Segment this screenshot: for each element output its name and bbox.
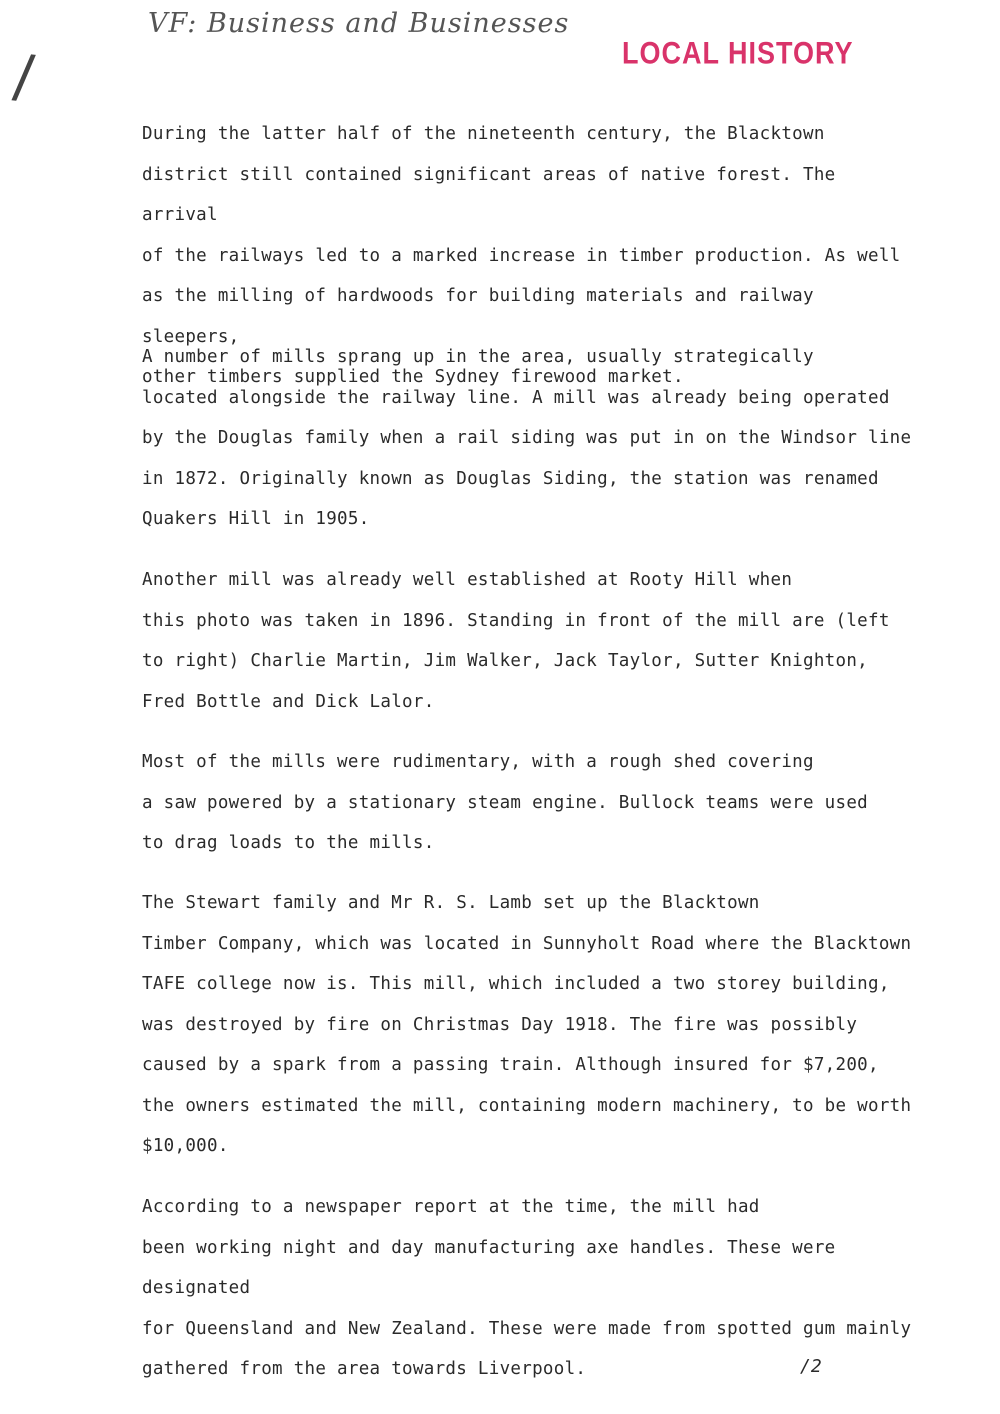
paragraph-5: The Stewart family and Mr R. S. Lamb set up the Blacktown Timber Company, which was located in Sunnyholt Road where the Blacktown TAFE college now is. This mill, which included a two storey building, was destroyed by fire on Christmas Day 1918. The fire was possibly caused by a spark from a passing train. Although insured for $7,200, the owners estimated the mill, containing modern machinery, to be worth $10,000. [142, 893, 912, 1156]
margin-mark: / [10, 41, 38, 111]
paragraph-4: Most of the mills were rudimentary, with a rough shed covering a saw powered by a stationary steam engine. Bullock teams were used to drag loads to the mills. [142, 752, 869, 853]
paragraph-6: According to a newspaper report at the time, the mill had been working night and day manufacturing axe handles. These were designated for Queensland and New Zealand. These were made from spotted gum mainly gathered from the area towards Liverpool. [142, 1197, 912, 1379]
page-number: /2 [800, 1356, 822, 1377]
local-history-stamp: LOCAL HISTORY [622, 35, 854, 71]
paragraph-3: Another mill was already well established at Rooty Hill when this photo was taken in 1896. Standing in front of the mill are (left to right) Charlie Martin, Jim Walker, Jack Taylor, Sutter Knighton, Fred Bottle and Dick Lalor. [142, 570, 890, 712]
paragraph-2: A number of mills sprang up in the area, usually strategically located alongside the railway line. A mill was already being operated by the Douglas family when a rail siding was put in on the Windsor line in 1872. Originally known as Douglas Siding, the station was renamed Quakers Hill in 1905. [142, 347, 912, 529]
paragraph-1: During the latter half of the nineteenth century, the Blacktown district still contained significant areas of native forest. The arrival of the railways led to a marked increase in timber production. As well as the milling of hardwoods for building materials and railway sleepers, other timbers supplied the Sydney firewood market. [142, 124, 901, 387]
handwritten-note: VF: Business and Businesses [148, 8, 570, 39]
